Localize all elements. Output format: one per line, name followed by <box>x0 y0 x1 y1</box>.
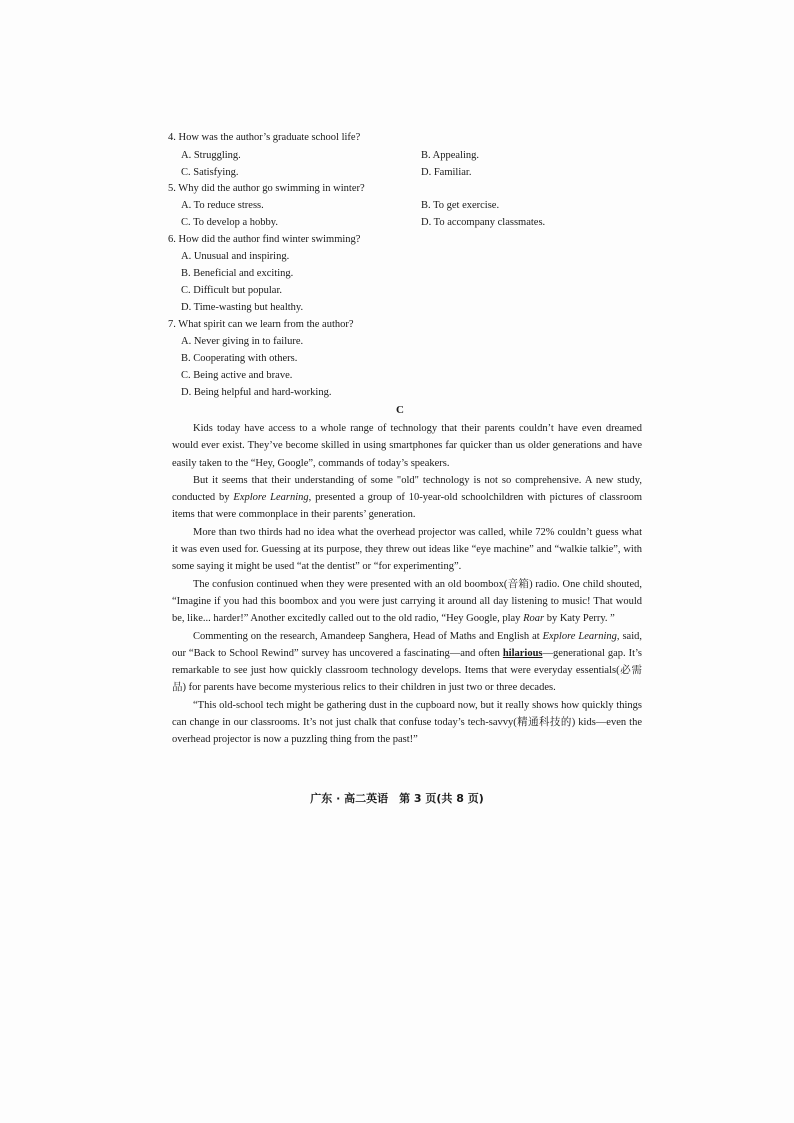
paragraph-2-italic: Explore Learning <box>233 492 309 504</box>
paragraph-5 <box>172 628 642 697</box>
question-4-option-a: A. Struggling. <box>181 150 241 161</box>
question-6-stem: 6. How did the author find winter swimming? <box>168 234 361 245</box>
question-5-option-a: A. To reduce stress. <box>181 200 264 211</box>
paragraph-5-text-a: Commenting on the research, Amandeep Sanghera, Head of Maths and English at <box>193 630 543 642</box>
question-5-option-c: C. To develop a hobby. <box>181 217 278 228</box>
question-5-stem: 5. Why did the author go swimming in winter? <box>168 183 365 194</box>
question-4-option-c: C. Satisfying. <box>181 167 239 178</box>
reading-passage <box>172 420 642 749</box>
question-7-option-a: A. Never giving in to failure. <box>181 336 304 347</box>
question-4-option-b: B. Appealing. <box>421 150 480 161</box>
paragraph-2-text-a: But it seems that their understanding of some "old" technology is not so comprehensive. A new study, conducted by <box>172 474 642 504</box>
paragraph-2-text-b: , presented a group of 10-year-old schoolchildren with pictures of classroom items that were commonplace in their parents’ generation. <box>172 492 642 521</box>
question-5-option-b: B. To get exercise. <box>421 200 500 211</box>
paragraph-5-italic: Explore Learning <box>542 630 617 642</box>
paragraph-4 <box>172 576 642 628</box>
question-5-option-d: D. To accompany classmates. <box>421 217 546 228</box>
paragraph-5-text-b: , said, our “Back to School Rewind” survey has uncovered a fascinating—and often <box>172 630 642 659</box>
question-6-option-a: A. Unusual and inspiring. <box>181 251 290 262</box>
question-6-option-b: B. Beneficial and exciting. <box>181 268 294 279</box>
question-6-option-c: C. Difficult but popular. <box>181 285 283 296</box>
paragraph-5-text-c: —generational gap. It’s remarkable to see just how quickly classroom technology develops. Items that were everyday essentials(必需品) for parents have become mysterious relics to their children in just two or three decades. <box>172 647 642 694</box>
question-7-option-c: C. Being active and brave. <box>181 370 293 381</box>
underlined-word: hilarious <box>502 647 543 659</box>
paragraph-2 <box>172 472 642 524</box>
paragraph-6: “This old-school tech might be gathering dust in the cupboard now, but it really shows how quickly things can change in our classrooms. It’s not just chalk that confuse today’s tech-savvy(精通科技的) kids—even the overhead projector is now a puzzling thing from the past!” <box>172 699 642 746</box>
page-footer: 广东 · 高二英语 第 3 页(共 8 页) <box>310 792 484 805</box>
question-4-option-d: D. Familiar. <box>421 167 472 178</box>
paragraph-4-text-a: The confusion continued when they were presented with an old boombox(音箱) radio. One child shouted, “Imagine if you had this boombox and you were just carrying it around all day listening to music! That would be, like... harder!” Another excitedly called out to the old radio, “Hey Google, play <box>172 578 642 625</box>
question-7-option-b: B. Cooperating with others. <box>181 353 298 364</box>
paragraph-4-text-b: by Katy Perry. ” <box>544 613 615 625</box>
paragraph-1: Kids today have access to a whole range of technology that their parents couldn’t have even dreamed would ever exist. They’ve become skilled in using smartphones far quicker than us older generations and have easily taken to the “Hey, Google”, commands of today’s speakers. <box>172 423 642 469</box>
question-7-stem: 7. What spirit can we learn from the author? <box>168 319 354 330</box>
question-6-option-d: D. Time-wasting but healthy. <box>181 302 304 313</box>
paragraph-4-italic: Roar <box>523 613 545 625</box>
question-7-option-d: D. Being helpful and hard-working. <box>181 387 332 398</box>
section-heading: C <box>396 404 404 416</box>
paragraph-3: More than two thirds had no idea what the overhead projector was called, while 72% couldn’t guess what it was even used for. Guessing at its purpose, they threw out ideas like “eye machine” and “walkie talkie”, with some saying it might be used “at the dentist” or “for experimenting”. <box>172 526 642 573</box>
question-4-stem: 4. How was the author’s graduate school life? <box>168 132 361 143</box>
